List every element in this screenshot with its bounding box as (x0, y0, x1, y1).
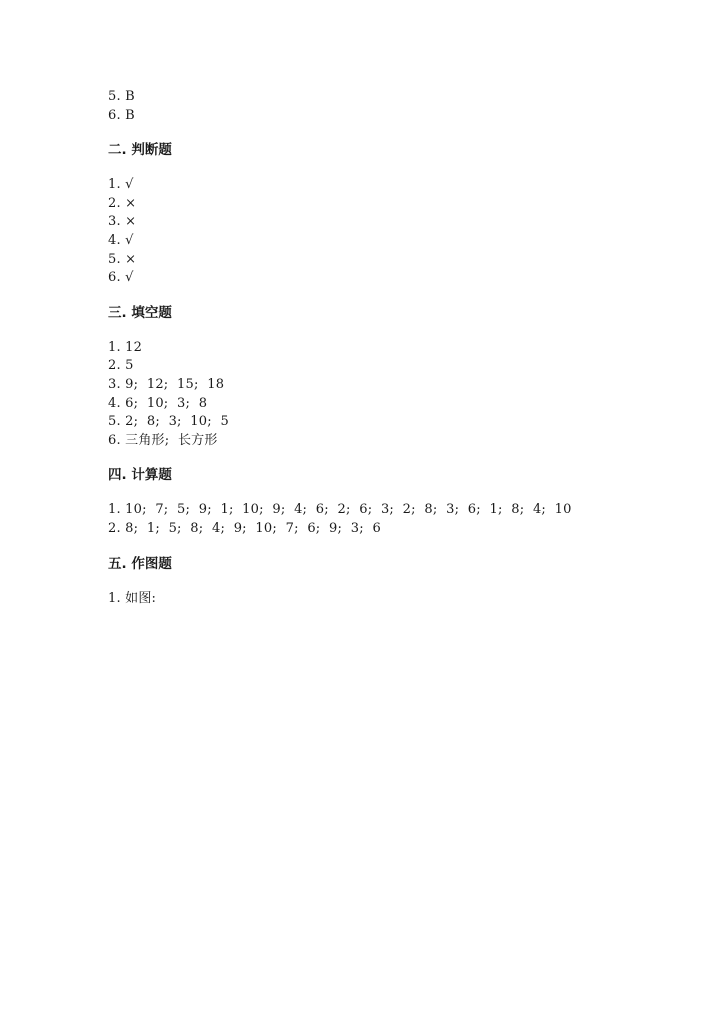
answer-line: 6. √ (108, 270, 134, 286)
answer-line: 1. 如图: (108, 590, 157, 606)
answer-line: 2. 5 (108, 358, 134, 374)
answer-line: 1. 10; 7; 5; 9; 1; 10; 9; 4; 6; 2; 6; 3; 2; 8; 3; 6; 1; 8; 4; 10 (108, 502, 572, 518)
section-fill-blank (108, 304, 628, 451)
answer-line: 5. × (108, 251, 137, 267)
section-title: 三. 填空题 (108, 304, 172, 321)
answer-line: 2. 8; 1; 5; 8; 4; 9; 10; 7; 6; 9; 3; 6 (108, 520, 381, 536)
answer-line: 2. × (108, 195, 137, 211)
answer-line: 5. B (108, 89, 135, 104)
answer-line: 6. 三角形; 长方形 (108, 432, 218, 448)
section-true-false (108, 141, 628, 288)
answer-line: 6. B (108, 107, 135, 123)
section-calculation (108, 466, 628, 538)
section-title: 四. 计算题 (108, 467, 172, 484)
answer-line: 1. √ (108, 177, 134, 193)
section-title: 二. 判断题 (108, 142, 172, 159)
section-drawing (108, 555, 628, 609)
answer-line: 5. 2; 8; 3; 10; 5 (108, 414, 229, 430)
answer-line: 3. 9; 12; 15; 18 (108, 376, 225, 392)
answer-line: 3. × (108, 214, 137, 230)
answer-line: 4. √ (108, 232, 134, 248)
section-title: 五. 作图题 (108, 555, 172, 572)
answer-line: 1. 12 (108, 339, 143, 355)
section-choice-continued (108, 88, 628, 125)
answer-content (108, 88, 628, 608)
answer-line: 4. 6; 10; 3; 8 (108, 395, 208, 411)
